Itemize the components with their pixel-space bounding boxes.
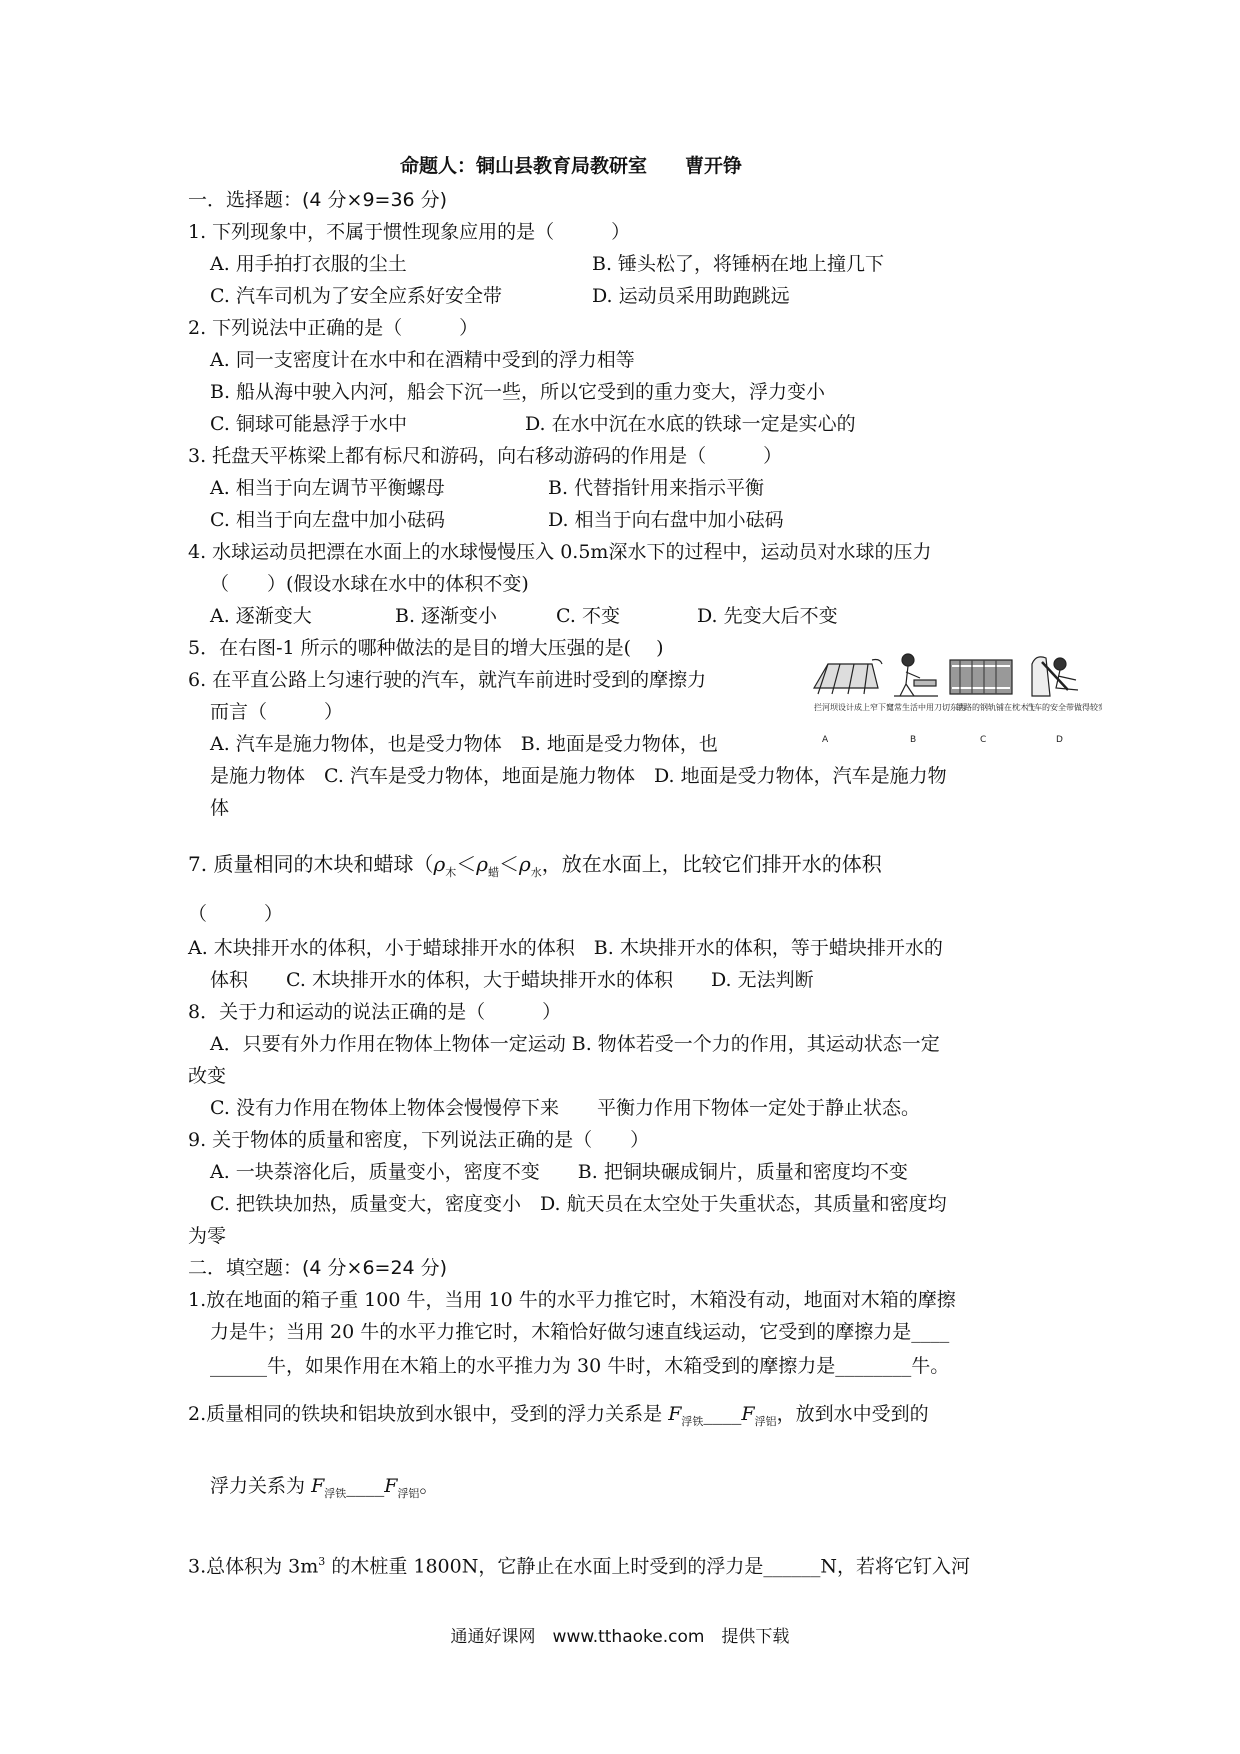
less-than: ＜ xyxy=(498,852,519,876)
q4-option-d: D. 先变大后不变 xyxy=(697,605,838,627)
force-symbol: F xyxy=(384,1475,398,1497)
figure-letter-a: A xyxy=(822,735,829,745)
force-symbol: F xyxy=(741,1403,755,1425)
rho-sub-wood: 木 xyxy=(445,866,457,879)
page-footer: 通通好课网 www.tthaoke.com 提供下载 xyxy=(450,1627,790,1647)
q3-option-a: A. 相当于向左调节平衡螺母 xyxy=(210,477,445,499)
knife-cutting-illustration xyxy=(894,654,938,696)
q8-line3: 改变 xyxy=(188,1065,227,1087)
f2-line2-pre: 浮力关系为 xyxy=(210,1475,306,1497)
blank: ____ xyxy=(346,1475,385,1497)
f3-sup: 3 xyxy=(318,1555,326,1568)
force-symbol: F xyxy=(668,1403,682,1425)
q7-line3: A. 木块排开水的体积，小于蜡球排开水的体积 B. 木块排开水的体积，等于蜡块排开水的 xyxy=(188,937,943,959)
f1-line3: ______牛，如果作用在木箱上的水平推力为 30 牛时，木箱受到的摩擦力是________牛。 xyxy=(210,1355,950,1377)
force-symbol: F xyxy=(311,1475,325,1497)
rho-symbol: ρ xyxy=(476,852,488,876)
q4-option-c: C. 不变 xyxy=(556,605,620,627)
q2-option-b: B. 船从海中驶入内河，船会下沉一些，所以它受到的重力变大，浮力变小 xyxy=(210,381,826,403)
q8-stem: 8．关于力和运动的说法正确的是（ ） xyxy=(188,1001,562,1023)
rho-symbol: ρ xyxy=(518,852,531,876)
q5-stem: 5．在右图-1 所示的哪种做法的是目的增大压强的是( ) xyxy=(188,637,664,659)
q7-stem-post: ，放在水面上，比较它们排开水的体积 xyxy=(541,852,882,876)
f1-line2: 力是牛；当用 20 牛的水平力推它时，木箱恰好做匀速直线运动，它受到的摩擦力是____ xyxy=(210,1321,950,1343)
figure-letter-c: C xyxy=(980,735,987,745)
f3-line1 xyxy=(188,1550,970,1578)
q1-option-c: C. 汽车司机为了安全应系好安全带 xyxy=(210,285,502,307)
q2-option-a: A. 同一支密度计在水中和在酒精中受到的浮力相等 xyxy=(210,349,635,371)
figure-caption-d: 汽车的安全带做得较宽 xyxy=(1026,703,1102,712)
q6-line4: 是施力物体 C. 汽车是受力物体，地面是施力物体 D. 地面是受力物体，汽车是施力物 xyxy=(210,765,947,787)
q3-stem: 3. 托盘天平栋梁上都有标尺和游码，向右移动游码的作用是（ ） xyxy=(188,445,783,467)
q4-stem-cont: （ ）(假设水球在水中的体积不变) xyxy=(210,573,529,595)
q2-stem: 2. 下列说法中正确的是（ ） xyxy=(188,317,479,339)
q4-stem: 4. 水球运动员把漂在水面上的水球慢慢压入 0.5m深水下的过程中，运动员对水球的压力 xyxy=(188,541,932,563)
dam-illustration xyxy=(814,660,882,695)
q1-stem: 1. 下列现象中，不属于惯性现象应用的是（ ） xyxy=(188,221,631,243)
q6-line3: A. 汽车是施力物体，也是受力物体 B. 地面是受力物体，也 xyxy=(210,733,718,755)
f2-line1-post: ，放到水中受到的 xyxy=(776,1403,929,1425)
figure-letter-b: B xyxy=(910,735,917,745)
seatbelt-illustration xyxy=(1032,657,1078,696)
q1-option-a: A. 用手拍打衣服的尘土 xyxy=(210,253,407,275)
q2-option-d: D. 在水中沉在水底的铁球一定是实心的 xyxy=(525,413,856,435)
q9-stem: 9. 关于物体的质量和密度，下列说法正确的是（ ） xyxy=(188,1129,650,1151)
figure-1-illustrations xyxy=(810,650,1102,760)
rho-sub-water: 水 xyxy=(530,866,542,879)
q8-line4: C. 没有力作用在物体上物体会慢慢停下来 平衡力作用下物体一定处于静止状态。 xyxy=(210,1097,920,1119)
f2-line2-post: 。 xyxy=(419,1475,439,1497)
section1-title: 一．选择题：(4 分×9=36 分) xyxy=(188,189,448,211)
q7-paren: （ ） xyxy=(188,903,284,925)
q7-stem xyxy=(188,852,882,885)
figure-1 xyxy=(810,650,1102,760)
q9-line2: A. 一块萘溶化后，质量变小，密度不变 B. 把铜块碾成铜片，质量和密度均不变 xyxy=(210,1161,908,1183)
f-sub-iron: 浮铁 xyxy=(324,1486,347,1500)
q6-stem-cont: 而言（ ） xyxy=(210,701,344,723)
q6-stem: 6. 在平直公路上匀速行驶的汽车，就汽车前进时受到的摩擦力 xyxy=(188,669,707,691)
f1-line1: 1.放在地面的箱子重 100 牛，当用 10 牛的水平力推它时，木箱没有动，地面对木箱的摩擦 xyxy=(188,1289,956,1311)
figure-caption-c: 铁路的钢轨铺在枕木上 xyxy=(956,703,1036,712)
f-sub-iron: 浮铁 xyxy=(681,1414,704,1428)
f3-post: 的木桩重 1800N，它静止在水面上时受到的浮力是______N，若将它钉入河 xyxy=(325,1555,970,1578)
rail-sleepers-illustration xyxy=(950,660,1012,694)
q9-line4: 为零 xyxy=(188,1225,227,1247)
author-line: 命题人：铜山县教育局教研室 曹开铮 xyxy=(400,155,743,177)
q3-option-c: C. 相当于向左盘中加小砝码 xyxy=(210,509,445,531)
section2-title: 二．填空题：(4 分×6=24 分) xyxy=(188,1257,448,1279)
figure-caption-a: 拦河坝设计成上窄下宽 xyxy=(814,703,894,712)
q4-option-b: B. 逐渐变小 xyxy=(395,605,498,627)
rho-sub-wax: 蜡 xyxy=(487,866,499,879)
q1-option-b: B. 锤头松了，将锤柄在地上撞几下 xyxy=(592,253,885,275)
q7-stem-pre: 7. 质量相同的木块和蜡球（ xyxy=(188,852,434,876)
q1-option-d: D. 运动员采用助跑跳远 xyxy=(592,285,790,307)
figure-caption-b: 日常生活中用刀切东西 xyxy=(886,703,966,712)
less-than: ＜ xyxy=(456,852,477,876)
q8-line2: A．只要有外力作用在物体上物体一定运动 B. 物体若受一个力的作用，其运动状态一定 xyxy=(210,1033,940,1055)
f-sub-al: 浮铝 xyxy=(397,1486,420,1500)
f3-pre: 3.总体积为 3m xyxy=(188,1555,319,1578)
q4-option-a: A. 逐渐变大 xyxy=(210,605,312,627)
blank: ____ xyxy=(703,1403,742,1425)
q6-line5: 体 xyxy=(210,797,230,819)
f2-line1-pre: 2.质量相同的铁块和铝块放到水银中，受到的浮力关系是 xyxy=(188,1403,663,1425)
q7-line4: 体积 C. 木块排开水的体积，大于蜡块排开水的体积 D. 无法判断 xyxy=(210,969,814,991)
q3-option-d: D. 相当于向右盘中加小砝码 xyxy=(548,509,784,531)
f2-line2 xyxy=(210,1474,438,1506)
f-sub-al: 浮铝 xyxy=(754,1414,777,1428)
q2-option-c: C. 铜球可能悬浮于水中 xyxy=(210,413,407,435)
f2-line1 xyxy=(188,1402,929,1434)
q3-option-b: B. 代替指针用来指示平衡 xyxy=(548,477,765,499)
figure-letter-d: D xyxy=(1056,735,1063,745)
q9-line3: C. 把铁块加热，质量变大，密度变小 D. 航天员在太空处于失重状态，其质量和密度均 xyxy=(210,1193,947,1215)
rho-symbol: ρ xyxy=(433,852,446,876)
